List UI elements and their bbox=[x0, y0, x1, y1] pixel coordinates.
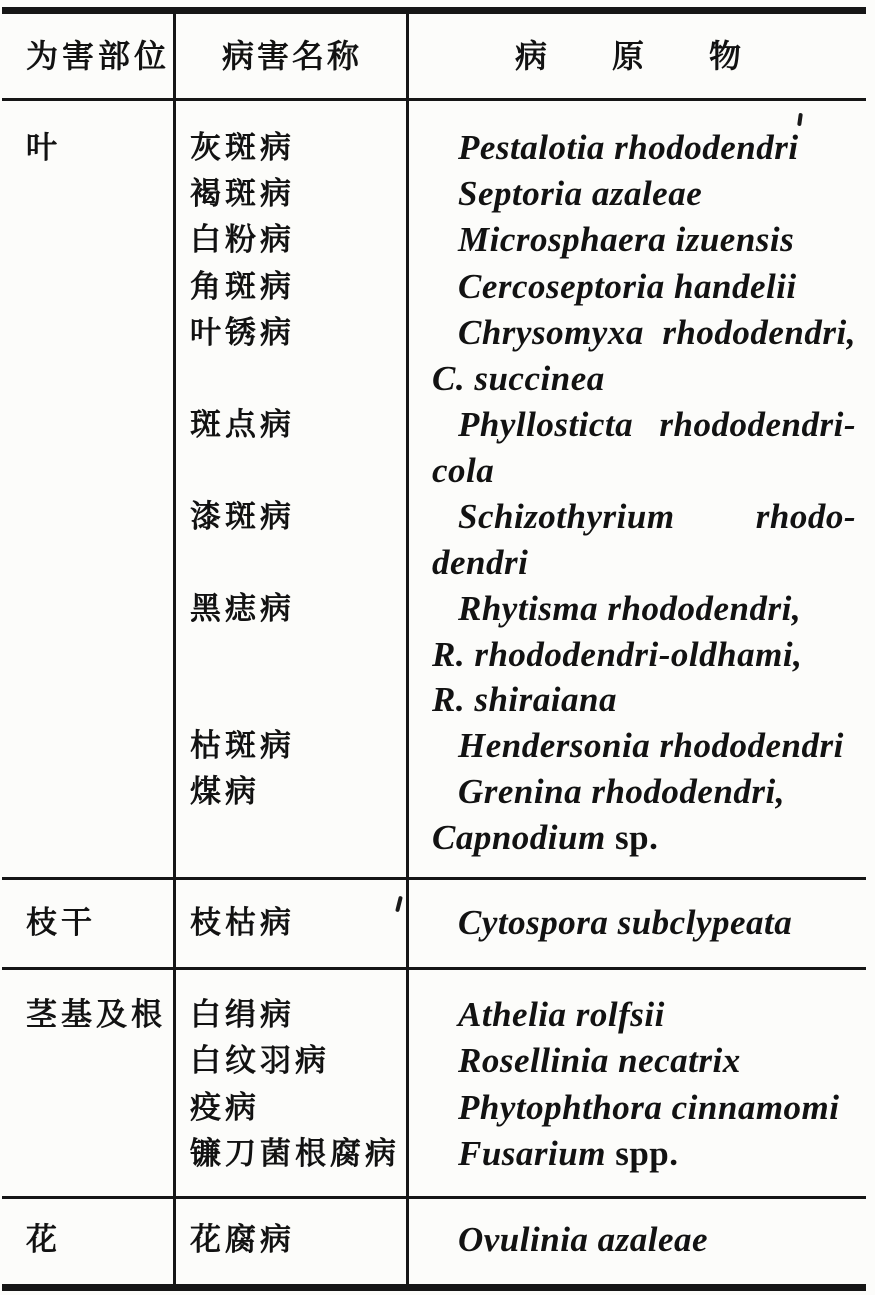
disease-name: 褐斑病 bbox=[190, 176, 295, 212]
disease-name: 漆斑病 bbox=[190, 499, 295, 535]
disease-name: 白绢病 bbox=[190, 997, 295, 1033]
disease-name: 叶锈病 bbox=[190, 315, 295, 351]
disease-name: 黑痣病 bbox=[190, 591, 295, 627]
pathogen-line-continuation: dendri bbox=[432, 543, 529, 582]
plant-part-label: 茎基及根 bbox=[26, 997, 166, 1033]
pathogen-line-continuation: cola bbox=[432, 451, 495, 490]
plant-part-label: 叶 bbox=[26, 130, 61, 166]
column-divider-2 bbox=[406, 12, 409, 1290]
table-top-border bbox=[2, 7, 866, 14]
pathogen-line: Schizothyrium rhodo- bbox=[458, 497, 856, 536]
disease-name: 花腐病 bbox=[190, 1222, 295, 1258]
header-pathogen: 病原物 bbox=[515, 37, 807, 75]
pathogen-line-continuation bbox=[426, 815, 862, 861]
section-divider-3 bbox=[2, 1196, 866, 1199]
disease-name: 煤病 bbox=[190, 774, 260, 810]
pathogen-line: Phytophthora cinnamomi bbox=[458, 1088, 840, 1127]
disease-name: 枝枯病 bbox=[190, 905, 295, 941]
pathogen-line: Cytospora subclypeata bbox=[458, 903, 793, 942]
pathogen-line: Septoria azaleae bbox=[458, 174, 703, 213]
pathogen-line-continuation: R. rhododendri-oldhami, bbox=[432, 635, 803, 674]
column-divider-1 bbox=[173, 12, 176, 1290]
pathogen-line: Microsphaera izuensis bbox=[458, 220, 795, 259]
pathogen-abbrev: spp. bbox=[605, 1134, 679, 1173]
table-bottom-border bbox=[2, 1284, 866, 1291]
pathogen-genus: Capnodium bbox=[432, 818, 606, 857]
disease-name: 枯斑病 bbox=[190, 728, 295, 764]
section-divider-2 bbox=[2, 967, 866, 970]
header-disease-name: 病害名称 bbox=[222, 37, 363, 75]
pathogen-line: Pestalotia rhododendri bbox=[458, 128, 799, 167]
disease-name: 白纹羽病 bbox=[190, 1043, 330, 1079]
pathogen-line: Ovulinia azaleae bbox=[458, 1220, 709, 1259]
disease-name: 斑点病 bbox=[190, 407, 295, 443]
disease-name: 疫病 bbox=[190, 1090, 260, 1126]
section-divider-1 bbox=[2, 877, 866, 880]
pathogen-abbrev: sp. bbox=[605, 818, 659, 857]
plant-part-label: 枝干 bbox=[26, 905, 96, 941]
pathogen-line: Rhytisma rhododendri, bbox=[458, 589, 802, 628]
pathogen-line: Phyllosticta rhododendri- bbox=[458, 405, 856, 444]
pathogen-line-continuation: R. shiraiana bbox=[432, 680, 617, 719]
pathogen-line: Rosellinia necatrix bbox=[458, 1041, 741, 1080]
disease-name: 镰刀菌根腐病 bbox=[190, 1136, 400, 1172]
pathogen-line: Grenina rhododendri, bbox=[458, 772, 786, 811]
pathogen-genus: Fusarium bbox=[458, 1134, 606, 1173]
plant-part-label: 花 bbox=[26, 1222, 61, 1258]
pathogen-line-continuation: C. succinea bbox=[432, 359, 605, 398]
pathogen-line: Hendersonia rhododendri bbox=[458, 726, 844, 765]
pathogen-line bbox=[426, 1131, 862, 1177]
header-affected-part: 为害部位 bbox=[26, 37, 171, 75]
pathogen-line: Chrysomyxa rhododendri, bbox=[458, 313, 856, 352]
pathogen-line: Athelia rolfsii bbox=[458, 995, 665, 1034]
disease-name: 角斑病 bbox=[190, 269, 295, 305]
disease-name: 白粉病 bbox=[190, 222, 295, 258]
disease-name: 灰斑病 bbox=[190, 130, 295, 166]
pathogen-line: Cercoseptoria handelii bbox=[458, 267, 797, 306]
header-divider bbox=[2, 98, 866, 101]
